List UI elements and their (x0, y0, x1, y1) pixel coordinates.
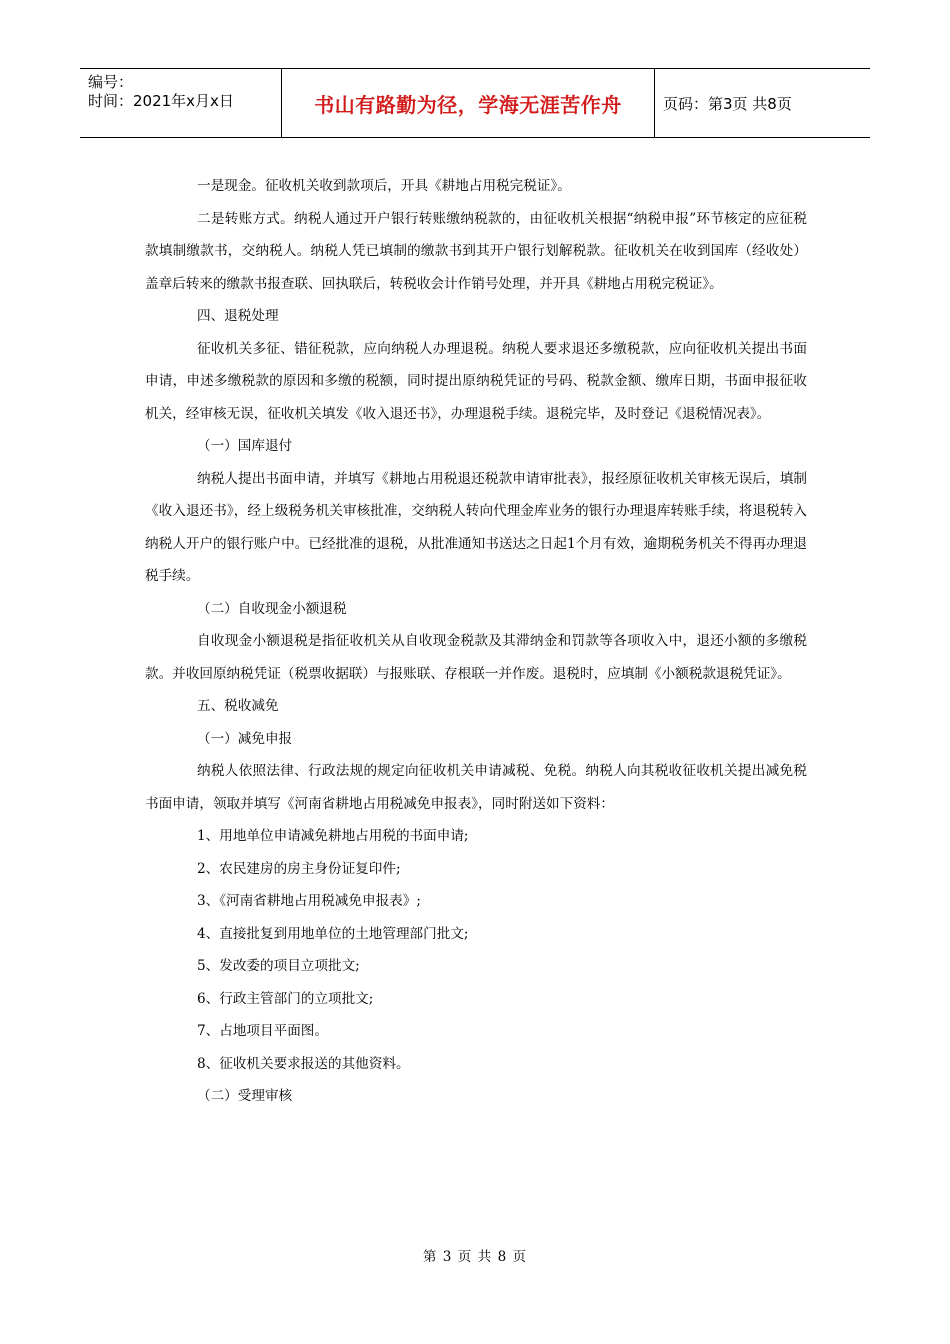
subheading-review: （二）受理审核 (197, 1088, 293, 1104)
paragraph-treasury-refund: 纳税人提出书面申请，并填写《耕地占用税退还税款申请审批表》，报经原征收机关审核无误后，填制《收入退还书》，经上级税务机关审核批准，交纳税人转向代理金库业务的银行办理退库转账手续，将退税转入纳税人开户的银行账户中。已经批准的退税，从批准通知书送达之日起1个月有效，逾期税务机关不得再办理退税手续。 (145, 470, 807, 584)
header-motto: 书山有路勤为径，学海无涯苦作舟 (282, 69, 655, 137)
list-item: 6、行政主管部门的立项批文; (197, 990, 374, 1007)
list-item: 8、征收机关要求报送的其他资料。 (197, 1055, 410, 1072)
list-item: 5、发改委的项目立项批文; (197, 958, 360, 974)
paragraph-reduction-application: 纳税人依照法律、行政法规的规定向征收机关申请减税、免税。纳税人向其税收征收机关提出减免税书面申请，领取并填写《河南省耕地占用税减免申报表》，同时附送如下资料： (145, 763, 807, 812)
subheading-reduction-application: （一）减免申报 (197, 730, 293, 747)
paragraph-small-refund: 自收现金小额退税是指征收机关从自收现金税款及其滞纳金和罚款等各项收入中，退还小额的多缴税款。并收回原纳税凭证（税票收据联）与报账联、存根联一并作废。退税时，应填制《小额税款退税凭证》。 (145, 633, 807, 682)
header-meta (80, 69, 282, 137)
list-item: 7、占地项目平面图。 (197, 1023, 328, 1039)
subheading-small-refund: （二）自收现金小额退税 (197, 600, 347, 617)
paragraph-transfer: 二是转账方式。纳税人通过开户银行转账缴纳税款的，由征收机关根据“纳税申报”环节核定的应征税款填制缴款书，交纳税人。纳税人凭已填制的缴款书到其开户银行划解税款。征收机关在收到国库（经收处）盖章后转来的缴款书报查联、回执联后，转税收会计作销号处理，并开具《耕地占用税完税证》。 (145, 210, 807, 292)
document-date: 时间：2021年x月x日 (88, 92, 234, 110)
section-heading-refund: 四、退税处理 (197, 308, 279, 324)
section-heading-reduction: 五、税收减免 (197, 698, 279, 714)
list-item: 4、直接批复到用地单位的土地管理部门批文; (197, 925, 469, 942)
list-item: 3、《河南省耕地占用税减免申报表》; (197, 893, 421, 909)
header-page-info: 页码：第3页 共8页 (663, 94, 792, 113)
page-footer: 第 3 页 共 8 页 (422, 1249, 528, 1265)
paragraph-refund: 征收机关多征、错征税款，应向纳税人办理退税。纳税人要求退还多缴税款，应向征收机关提出书面申请，申述多缴税款的原因和多缴的税额，同时提出原纳税凭证的号码、税款金额、缴库日期，书面申报征收机关，经审核无误，征收机关填发《收入退还书》，办理退税手续。退税完毕，及时登记《退税情况表》。 (145, 340, 807, 422)
document-header (80, 68, 870, 138)
list-item: 2、农民建房的房主身份证复印件; (197, 860, 401, 877)
document-body (145, 170, 807, 1113)
list-item: 1、用地单位申请减免耕地占用税的书面申请; (197, 828, 469, 844)
paragraph-cash: 一是现金。征收机关收到款项后，开具《耕地占用税完税证》。 (197, 178, 571, 194)
document-number: 编号： (88, 73, 134, 91)
subheading-treasury-refund: （一）国库退付 (197, 438, 293, 454)
